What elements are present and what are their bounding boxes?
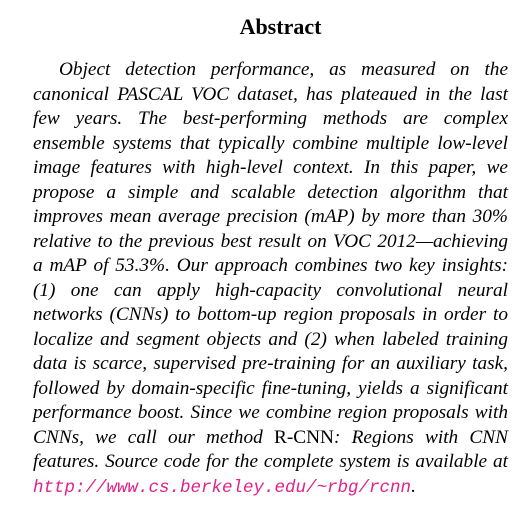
abstract-text-end: . [411,475,416,497]
method-name: R-CNN [273,426,334,448]
abstract-heading: Abstract [239,14,322,39]
source-code-link[interactable]: http://www.cs.berkeley.edu/~rbg/rcnn [33,477,412,498]
abstract-text-part2: : Regions with CNN features. Source code for the complete system is available at [33,426,509,472]
abstract-body [33,58,508,500]
abstract-text-part1: Object detection performance, as measured on the canonical PASCAL VOC dataset, has plateaued in the last few years. The best-performing methods are complex ensemble systems that typically combine multiple low-level image features with high-level context. In this paper, we propose a simple and scalable detection algorithm that improves mean average precision (mAP) by more than 30% relative to the previous best result on VOC 2012—achieving a mAP of 53.3%. Our approach combines two key insights: (1) one can apply high-capacity convolutional neural networks (CNNs) to bottom-up region proposals in order to localize and segment objects and (2) when labeled training data is scarce, supervised pre-training for an auxiliary task, followed by domain-specific fine-tuning, yields a significant performance boost. Since we combine region proposals with CNNs, we call our method [33,59,508,448]
